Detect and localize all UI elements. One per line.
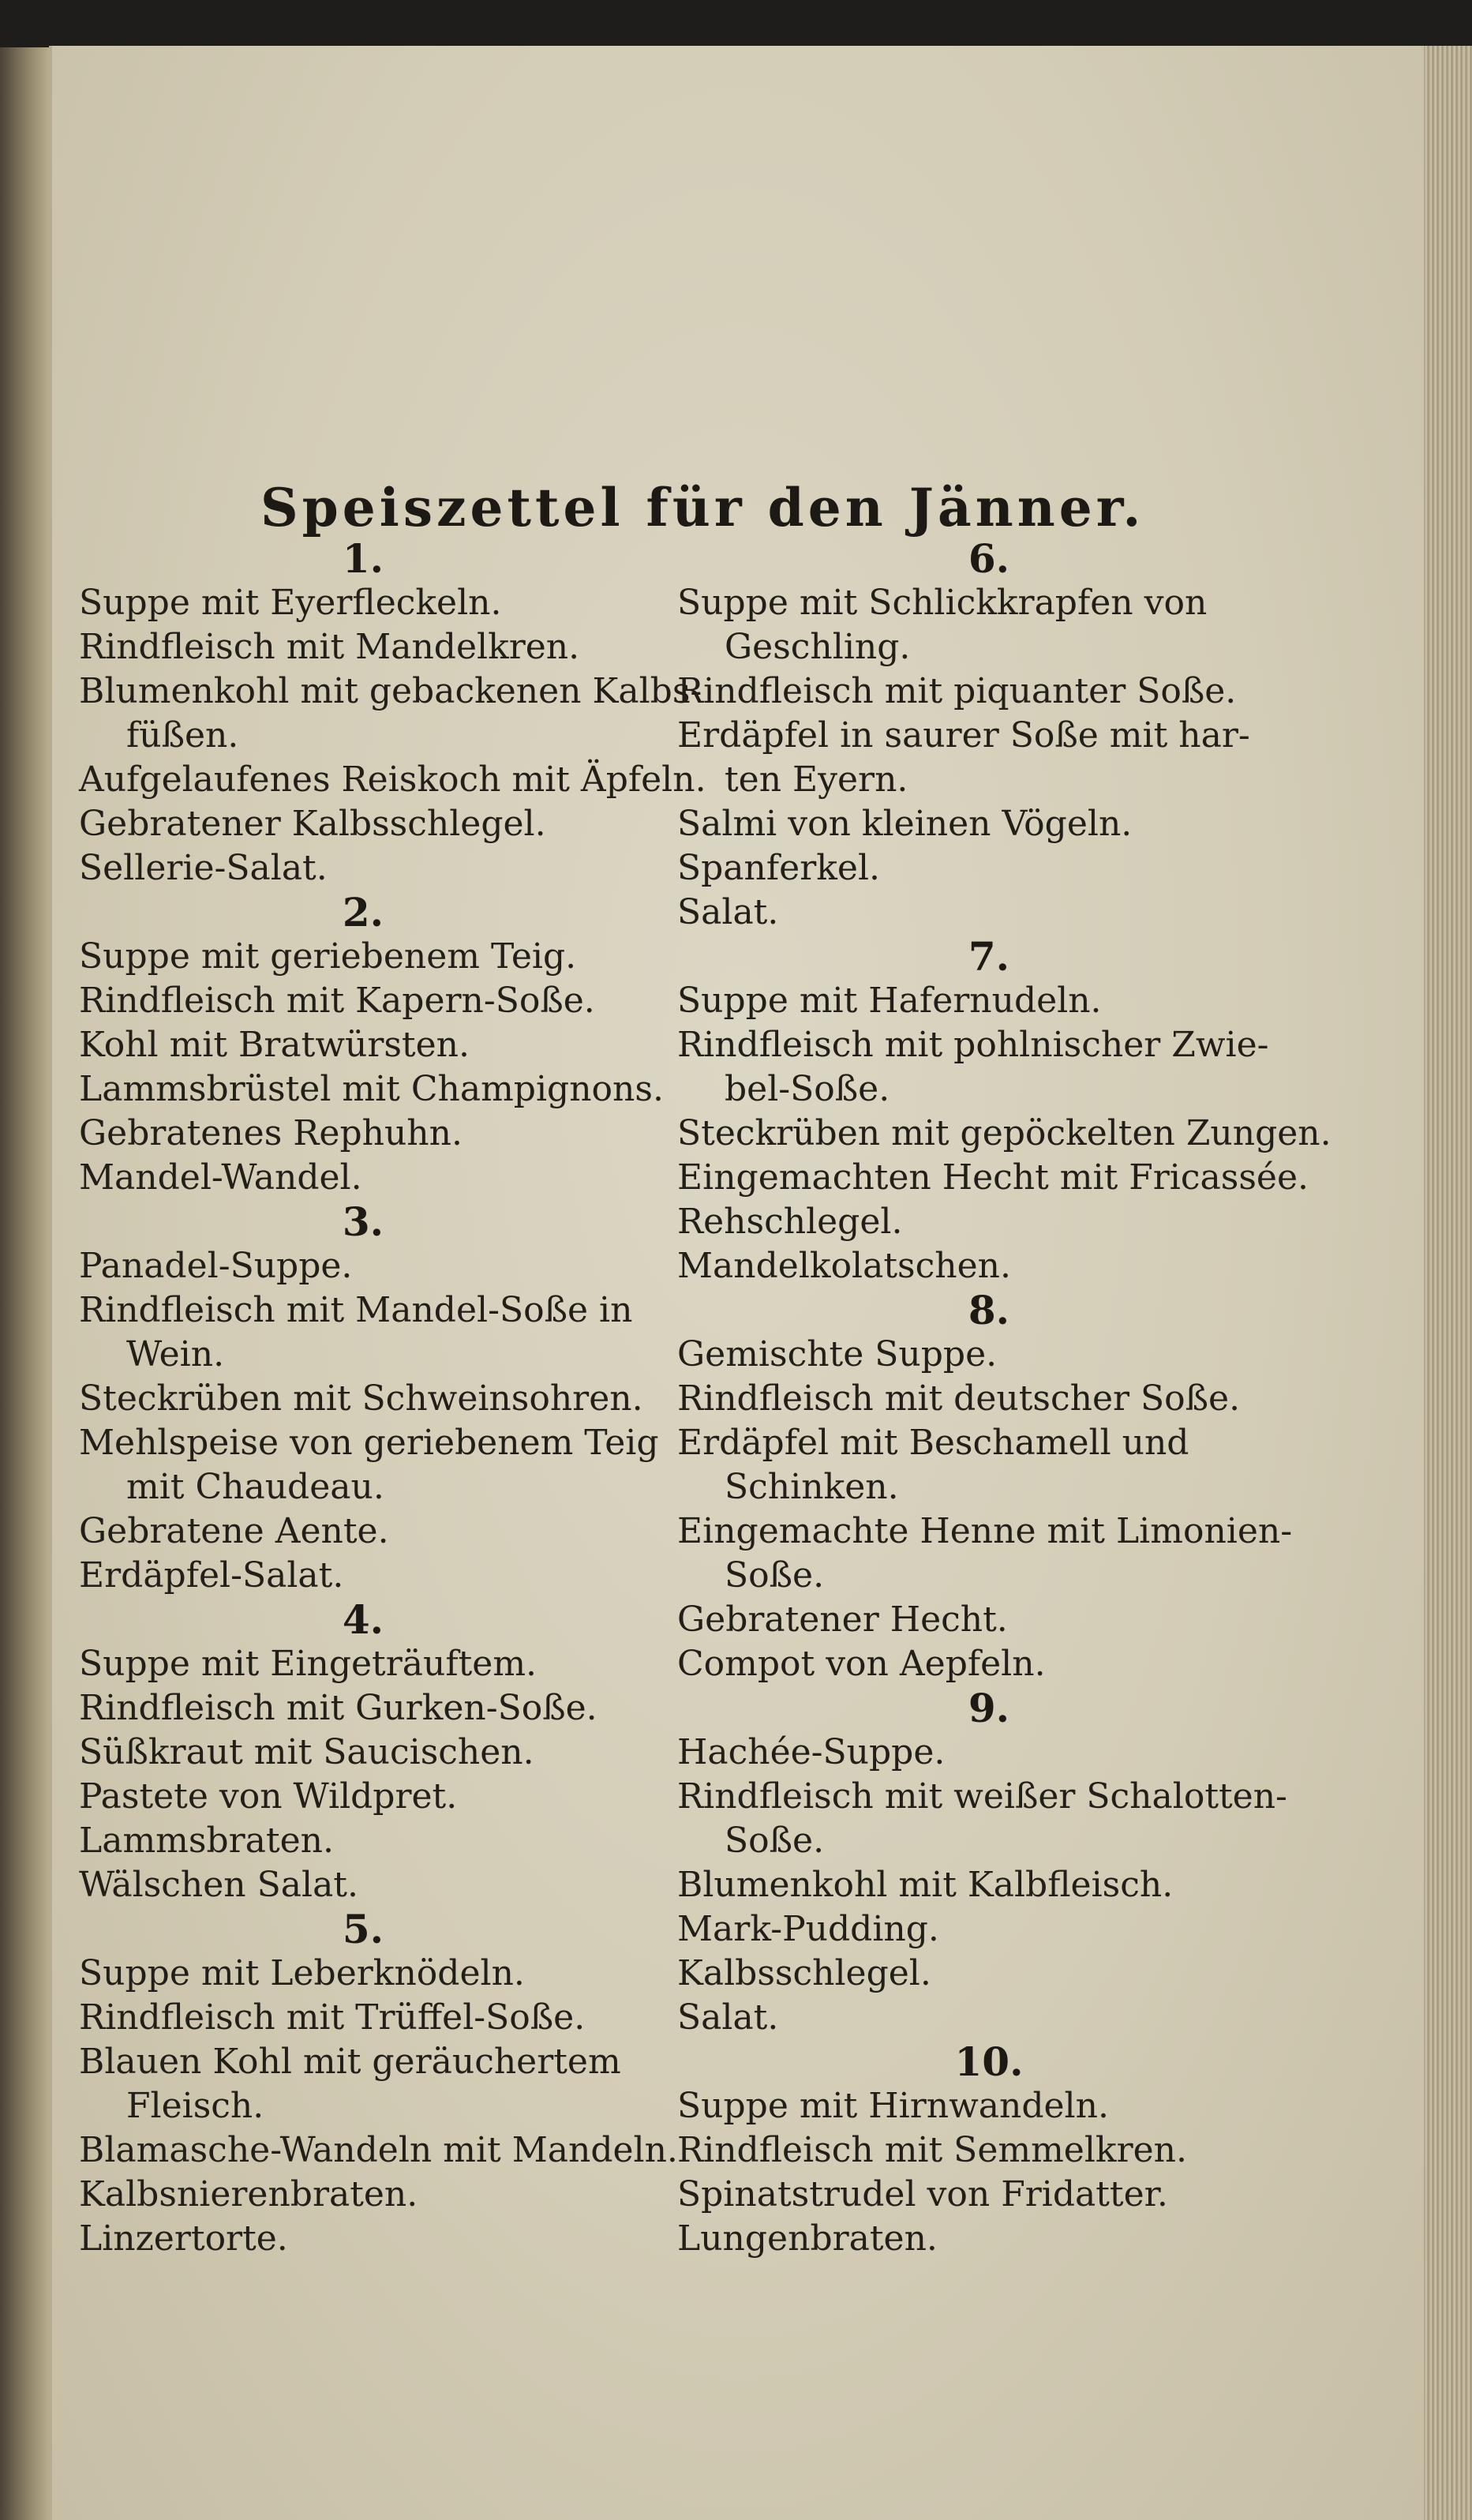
menu-number: 6. <box>968 535 1010 582</box>
menu-section-3 <box>79 1198 659 1598</box>
menu-number: 10. <box>954 2038 1024 2085</box>
menu-item: Rindfleisch mit Trüffel-Soße. <box>79 1997 586 2038</box>
menu-item-continuation: bel-Soße. <box>725 1069 890 1109</box>
menu-item-continuation: Schinken. <box>725 1467 899 1507</box>
menu-item: Gebratener Kalbsschlegel. <box>79 804 546 844</box>
menu-item-continuation: Soße. <box>725 1555 825 1596</box>
menu-item: Rindfleisch mit deutscher Soße. <box>677 1378 1241 1419</box>
menu-item: Blumenkohl mit Kalbfleisch. <box>677 1865 1174 1905</box>
menu-item: Rindfleisch mit Kapern-Soße. <box>79 981 595 1021</box>
menu-item: Rindfleisch mit Gurken-Soße. <box>79 1688 597 1728</box>
menu-item: Lammsbrüstel mit Champignons. <box>79 1069 664 1109</box>
menu-item: Mandelkolatschen. <box>677 1246 1011 1286</box>
menu-item: Rindfleisch mit pohlnischer Zwie- <box>677 1025 1269 1065</box>
menu-item: Salat. <box>677 892 779 932</box>
menu-item: Rindfleisch mit weißer Schalotten- <box>677 1776 1287 1817</box>
menu-number: 8. <box>968 1287 1010 1333</box>
menu-section-7 <box>677 933 1332 1288</box>
menu-item-continuation: Wein. <box>126 1334 225 1374</box>
menu-item: Steckrüben mit gepöckelten Zungen. <box>677 1113 1332 1153</box>
menu-item: Lammsbraten. <box>79 1821 334 1861</box>
menu-item: Spanferkel. <box>677 848 880 888</box>
menu-item: Salmi von kleinen Vögeln. <box>677 804 1133 844</box>
menu-item: Lungenbraten. <box>677 2218 938 2259</box>
menu-item: Rehschlegel. <box>677 1202 903 1242</box>
page-fore-edge <box>1424 46 1472 2520</box>
menu-item: Blumenkohl mit gebackenen Kalbs- <box>79 671 702 711</box>
menu-item-continuation: mit Chaudeau. <box>126 1467 384 1507</box>
menu-section-10 <box>677 2040 1301 2261</box>
menu-item: Erdäpfel in saurer Soße mit har- <box>677 715 1250 756</box>
menu-section-1 <box>79 535 706 891</box>
menu-item: Erdäpfel-Salat. <box>79 1555 344 1596</box>
menu-item: Eingemachte Henne mit Limonien- <box>677 1511 1293 1551</box>
book-gutter <box>0 47 49 2520</box>
menu-number: 2. <box>342 889 384 936</box>
menu-section-9 <box>677 1686 1301 2040</box>
menu-item-continuation: Geschling. <box>725 627 911 667</box>
menu-item: Erdäpfel mit Beschamell und <box>677 1423 1189 1463</box>
menu-item: Suppe mit Eyerfleckeln. <box>79 583 502 623</box>
menu-item: Wälschen Salat. <box>79 1865 358 1905</box>
menu-item: Compot von Aepfeln. <box>677 1644 1046 1684</box>
menu-item: Gebratener Hecht. <box>677 1599 1008 1640</box>
menu-number: 9. <box>968 1685 1010 1731</box>
menu-item: Blamasche-Wandeln mit Mandeln. <box>79 2130 678 2170</box>
menu-item-continuation: Soße. <box>725 1821 825 1861</box>
menu-item: Salat. <box>677 1997 779 2038</box>
menu-number: 3. <box>342 1198 384 1245</box>
menu-section-5 <box>79 1906 678 2261</box>
menu-item: Suppe mit Eingeträuftem. <box>79 1644 537 1684</box>
menu-item: Suppe mit Leberknödeln. <box>79 1953 525 1993</box>
menu-section-6 <box>677 537 1301 935</box>
menu-item: Mehlspeise von geriebenem Teig <box>79 1423 659 1463</box>
menu-item: Gemischte Suppe. <box>677 1334 998 1374</box>
menu-item: Rindfleisch mit Mandelkren. <box>79 627 580 667</box>
menu-item: Sellerie-Salat. <box>79 848 328 888</box>
menu-item: Rindfleisch mit Mandel-Soße in <box>79 1290 633 1330</box>
menu-item: Linzertorte. <box>79 2218 288 2259</box>
menu-section-8 <box>677 1288 1301 1686</box>
menu-item: Eingemachten Hecht mit Fricassée. <box>677 1157 1309 1198</box>
menu-item: Kohl mit Bratwürsten. <box>79 1025 470 1065</box>
menu-item: Suppe mit Schlickkrapfen von <box>677 583 1208 623</box>
menu-column-right <box>677 535 1332 2261</box>
menu-item: Kalbsnierenbraten. <box>79 2174 418 2214</box>
menu-item: Panadel-Suppe. <box>79 1246 353 1286</box>
menu-item: Blauen Kohl mit geräuchertem <box>79 2042 621 2082</box>
menu-item: Suppe mit Hafernudeln. <box>677 981 1102 1021</box>
menu-item: Steckrüben mit Schweinsohren. <box>79 1378 643 1419</box>
menu-number: 4. <box>342 1596 384 1643</box>
menu-item: Spinatstrudel von Fridatter. <box>677 2174 1168 2214</box>
menu-item: Rindfleisch mit Semmelkren. <box>677 2130 1187 2170</box>
menu-item: Mark-Pudding. <box>677 1909 939 1949</box>
menu-item: Suppe mit Hirnwandeln. <box>677 2086 1109 2126</box>
menu-item: Süßkraut mit Saucischen. <box>79 1732 534 1772</box>
menu-item: Mandel-Wandel. <box>79 1157 362 1198</box>
menu-section-2 <box>79 889 664 1200</box>
menu-item: Gebratenes Rephuhn. <box>79 1113 463 1153</box>
menu-item: Aufgelaufenes Reiskoch mit Äpfeln. <box>79 759 706 800</box>
menu-column-left <box>79 535 706 2261</box>
menu-item: Pastete von Wildpret. <box>79 1776 458 1817</box>
menu-number: 7. <box>968 933 1010 980</box>
menu-item-continuation: Fleisch. <box>126 2086 264 2126</box>
menu-item: Hachée-Suppe. <box>677 1732 946 1772</box>
menu-section-4 <box>79 1598 647 1907</box>
menu-item: Rindfleisch mit piquanter Soße. <box>677 671 1237 711</box>
menu-item-continuation: füßen. <box>126 715 239 756</box>
menu-number: 1. <box>342 535 384 582</box>
menu-number: 5. <box>342 1906 384 1952</box>
menu-item: Gebratene Aente. <box>79 1511 389 1551</box>
menu-item: Kalbsschlegel. <box>677 1953 931 1993</box>
menu-item: Suppe mit geriebenem Teig. <box>79 936 577 977</box>
page-title: Speiszettel für den Jänner. <box>260 477 1145 539</box>
menu-item-continuation: ten Eyern. <box>725 759 908 800</box>
